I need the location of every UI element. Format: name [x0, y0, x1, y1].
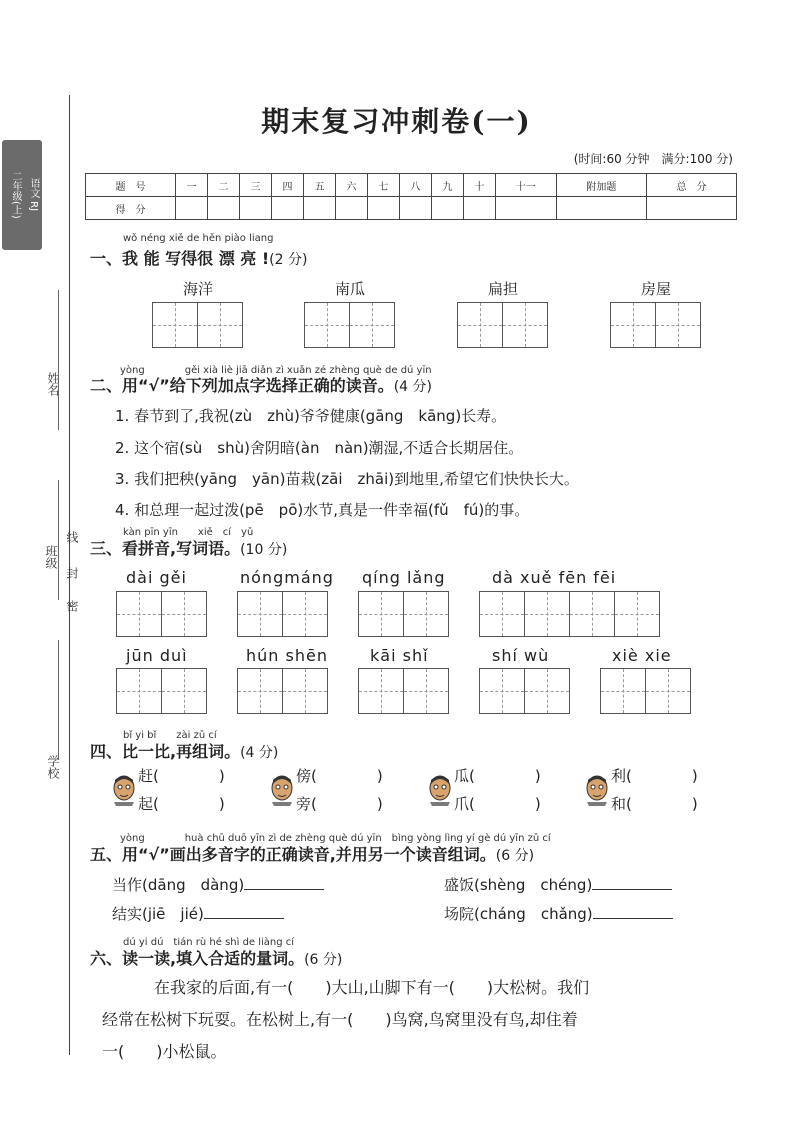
s2-question: 2. 这个宿(sù shù)舍阴暗(àn nàn)潮湿,不适合长期居住。 [115, 439, 524, 457]
s2-title-text: 二、用“√”给下列加点字选择正确的读音。 [90, 376, 394, 395]
score-cell[interactable] [431, 197, 463, 220]
s4-pair [454, 762, 541, 818]
s1-word: 扁担 [487, 280, 518, 298]
s4-pair [296, 762, 383, 818]
score-cell[interactable] [240, 197, 272, 220]
s5-pinyin: yòng huà chū duō yīn zì de zhèng què dú yīn bìng yòng lìng yí gè dú yīn zǔ cí [120, 833, 551, 844]
s1-word: 南瓜 [334, 280, 365, 298]
s3-grid[interactable] [358, 668, 449, 714]
s5-item [112, 903, 284, 924]
s6-pinyin: dú yi dú tián rù hé shì de liàng cí [123, 937, 295, 948]
s1-points: (2 分) [269, 252, 308, 268]
score-col: 十 [463, 174, 495, 197]
s5-item-text: 场院(cháng chǎng) [444, 905, 593, 923]
s5-item-text: 结实(jiē jié) [112, 905, 204, 923]
s4-item[interactable]: 旁( ) [296, 795, 383, 813]
s5-item-text: 当作(dāng dàng) [112, 876, 245, 894]
s2-title [90, 373, 432, 396]
score-cell[interactable] [335, 197, 367, 220]
score-col: 二 [208, 174, 240, 197]
grade-label: 二年级(上) [10, 171, 21, 219]
s3-pinyin-word: hún shēn [246, 646, 328, 665]
s4-title-text: 四、比一比,再组词。 [90, 742, 241, 761]
s6-title-text: 六、读一读,填入合适的量词。 [90, 949, 305, 968]
s2-points: (4 分) [393, 379, 432, 395]
s4-item[interactable]: 傍( ) [296, 767, 383, 785]
time-info: (时间:60 分钟 满分:100 分) [573, 152, 733, 166]
s6-line: 一( )小松鼠。 [102, 1042, 227, 1061]
s3-grid[interactable] [237, 591, 328, 637]
score-col: 七 [367, 174, 399, 197]
cartoon-face-icon [585, 774, 609, 806]
s4-title [90, 739, 278, 762]
s3-pinyin-word: qíng lǎng [362, 568, 446, 587]
s4-pair [611, 762, 698, 818]
s3-pinyin-word: dà xuě fēn fēi [492, 568, 617, 587]
s5-title [90, 842, 534, 865]
s3-title [90, 536, 287, 559]
s6-line: 在我家的后面,有一( )大山,山脚下有一( )大松树。我们 [154, 978, 590, 997]
s3-pinyin-word: xiè xie [612, 646, 672, 665]
subject-label: 语文 RJ [28, 178, 39, 212]
s2-pinyin: yòng gěi xià liè jiā diǎn zì xuǎn zé zhèng què de dú yīn [120, 365, 432, 376]
s5-item [444, 903, 673, 924]
s1-grid[interactable] [304, 302, 395, 348]
s4-item[interactable]: 利( ) [611, 767, 698, 785]
s1-title [90, 246, 307, 269]
s5-item [112, 874, 324, 895]
s4-pinyin: bǐ yi bǐ zài zǔ cí [123, 730, 217, 741]
school-label: 学校 [46, 755, 60, 779]
score-cell[interactable] [272, 197, 304, 220]
s1-grid[interactable] [152, 302, 243, 348]
s5-item [444, 874, 672, 895]
s3-title-text: 三、看拼音,写词语。 [90, 539, 241, 558]
s4-pair [138, 762, 225, 818]
s3-pinyin-word: shí wù [492, 646, 550, 665]
s3-grid[interactable] [116, 668, 207, 714]
s3-pinyin-word: nóngmáng [240, 568, 334, 587]
score-value-row [86, 197, 737, 220]
answer-line[interactable] [592, 877, 672, 890]
score-cell[interactable] [208, 197, 240, 220]
s3-grid[interactable] [479, 668, 570, 714]
s2-question: 1. 春节到了,我祝(zù zhù)爷爷健康(gāng kāng)长寿。 [115, 407, 507, 425]
school-field[interactable] [58, 640, 59, 760]
score-cell[interactable] [463, 197, 495, 220]
answer-line[interactable] [204, 906, 284, 919]
s5-title-text: 五、用“√”画出多音字的正确读音,并用另一个读音组词。 [90, 845, 496, 864]
score-row-label: 得 分 [86, 197, 176, 220]
score-cell[interactable] [303, 197, 335, 220]
s1-grid[interactable] [610, 302, 701, 348]
s3-pinyin: kàn pīn yīn xiě cí yǔ [123, 527, 254, 538]
score-cell[interactable] [176, 197, 208, 220]
cartoon-face-icon [270, 774, 294, 806]
s1-word: 房屋 [640, 280, 671, 298]
name-field[interactable] [58, 290, 59, 430]
s6-points: (6 分) [304, 952, 343, 968]
score-col: 一 [176, 174, 208, 197]
answer-line[interactable] [593, 906, 673, 919]
class-field[interactable] [58, 480, 59, 600]
s3-grid[interactable] [237, 668, 328, 714]
s6-title [90, 946, 342, 969]
s1-title-text: 一、我 能 写得很 漂 亮 ! [90, 249, 270, 268]
score-col: 四 [272, 174, 304, 197]
score-cell[interactable] [495, 197, 556, 220]
s6-line: 经常在松树下玩耍。在松树上,有一( )鸟窝,鸟窝里没有鸟,却住着 [102, 1010, 578, 1029]
cartoon-face-icon [112, 774, 136, 806]
score-col: 题 号 [86, 174, 176, 197]
s3-points: (10 分) [240, 542, 288, 558]
s4-points: (4 分) [240, 745, 279, 761]
s1-pinyin: wǒ néng xiě de hěn piào liang [123, 233, 274, 244]
s1-word: 海洋 [182, 280, 213, 298]
s2-question: 3. 我们把秧(yāng yān)苗栽(zāi zhāi)到地里,希望它们快快长大。 [115, 470, 579, 488]
answer-line[interactable] [244, 877, 324, 890]
score-table [85, 173, 737, 220]
score-col: 总 分 [646, 174, 736, 197]
s5-item-text: 盛饭(shèng chéng) [444, 876, 593, 894]
s5-points: (6 分) [495, 848, 535, 864]
score-col: 九 [431, 174, 463, 197]
seal-mark-xian: 线 [65, 531, 79, 543]
class-label: 班级 [44, 545, 58, 569]
name-label: 姓名 [46, 372, 60, 396]
score-cell[interactable] [646, 197, 736, 220]
grade-tag [2, 140, 42, 250]
s3-grid[interactable] [358, 591, 449, 637]
score-header-row [86, 174, 737, 197]
s2-question: 4. 和总理一起过泼(pē pō)水节,真是一件幸福(fǔ fú)的事。 [115, 501, 530, 519]
s4-item[interactable]: 爪( ) [454, 795, 541, 813]
s3-grid[interactable] [479, 591, 660, 637]
s4-item[interactable]: 起( ) [138, 795, 225, 813]
s3-grid[interactable] [600, 668, 691, 714]
score-cell[interactable] [367, 197, 399, 220]
cartoon-face-icon [428, 774, 452, 806]
s1-grid[interactable] [457, 302, 548, 348]
s4-item[interactable]: 瓜( ) [454, 767, 541, 785]
s3-pinyin-word: dài gěi [126, 568, 187, 587]
seal-mark-feng: 封 [65, 567, 79, 579]
s3-pinyin-word: kāi shǐ [370, 646, 429, 665]
score-col: 十一 [495, 174, 556, 197]
seal-mark-mi: 密 [65, 600, 79, 612]
s4-item[interactable]: 赶( ) [138, 767, 225, 785]
score-col: 附加题 [556, 174, 646, 197]
score-cell[interactable] [556, 197, 646, 220]
s3-pinyin-word: jūn duì [126, 646, 188, 665]
score-col: 六 [335, 174, 367, 197]
page-title: 期末复习冲刺卷(一) [261, 105, 532, 138]
score-col: 八 [399, 174, 431, 197]
score-col: 五 [303, 174, 335, 197]
score-cell[interactable] [399, 197, 431, 220]
s4-item[interactable]: 和( ) [611, 795, 698, 813]
score-col: 三 [240, 174, 272, 197]
s3-grid[interactable] [116, 591, 207, 637]
